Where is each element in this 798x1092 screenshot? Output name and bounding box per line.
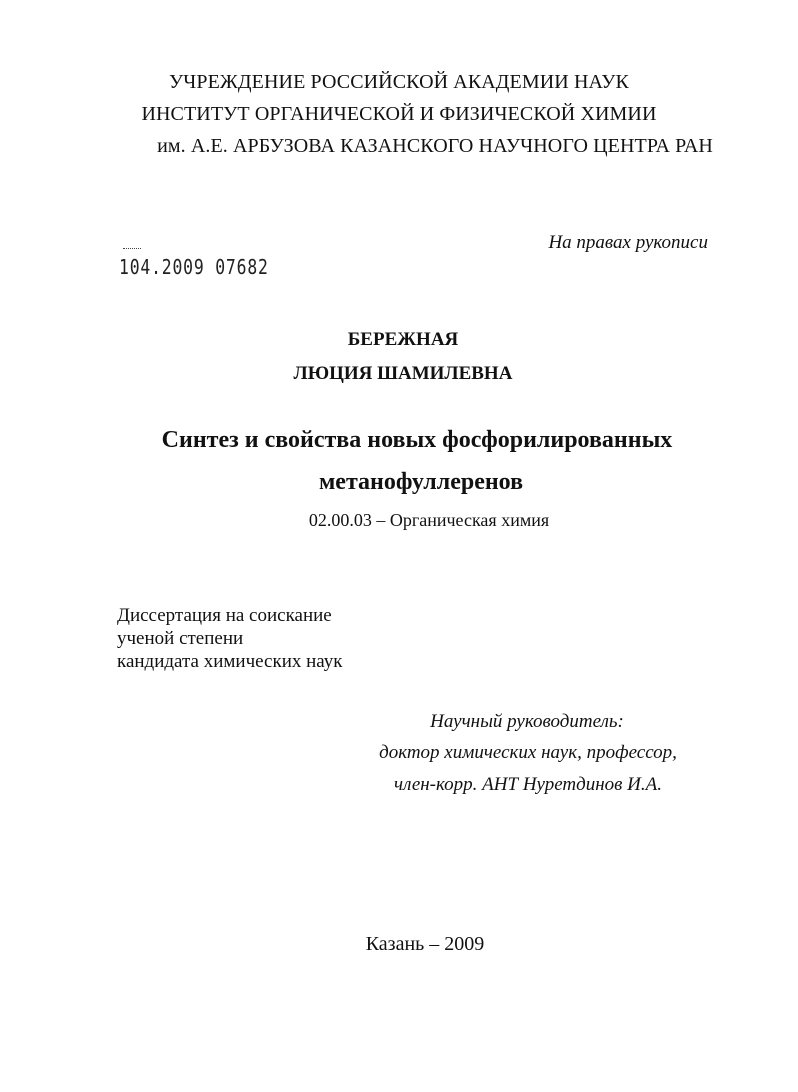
supervisor-name: член-корр. АНТ Нуретдинов И.А. [394, 774, 662, 795]
degree-line-2: ученой степени [117, 628, 244, 649]
registry-stamp: 104.2009 07682 [119, 255, 269, 279]
institution-line-1: УЧРЕЖДЕНИЕ РОССИЙСКОЙ АКАДЕМИИ НАУК [169, 71, 629, 93]
supervisor-credentials: доктор химических наук, профессор, [379, 742, 677, 763]
institution-line-2: ИНСТИТУТ ОРГАНИЧЕСКОЙ И ФИЗИЧЕСКОЙ ХИМИИ [141, 103, 657, 125]
dissertation-title-line-1: Синтез и свойства новых фосфорилированных [161, 427, 673, 453]
author-given-names: ЛЮЦИЯ ШАМИЛЕВНА [293, 363, 513, 384]
dissertation-title-line-2: метанофуллеренов [318, 469, 524, 495]
supervisor-label: Научный руководитель: [430, 711, 624, 732]
author-surname: БЕРЕЖНАЯ [347, 329, 459, 350]
place-and-year: Казань – 2009 [365, 933, 485, 955]
institution-line-3: им. А.Е. АРБУЗОВА КАЗАНСКОГО НАУЧНОГО ЦЕНТРА РАН [157, 135, 713, 157]
degree-line-3: кандидата химических наук [117, 651, 343, 672]
specialty-code: 02.00.03 – Органическая химия [308, 510, 550, 530]
manuscript-rights-note: На правах рукописи [548, 232, 708, 253]
stamp-dots-mark [123, 248, 141, 252]
degree-line-1: Диссертация на соискание [117, 605, 332, 626]
